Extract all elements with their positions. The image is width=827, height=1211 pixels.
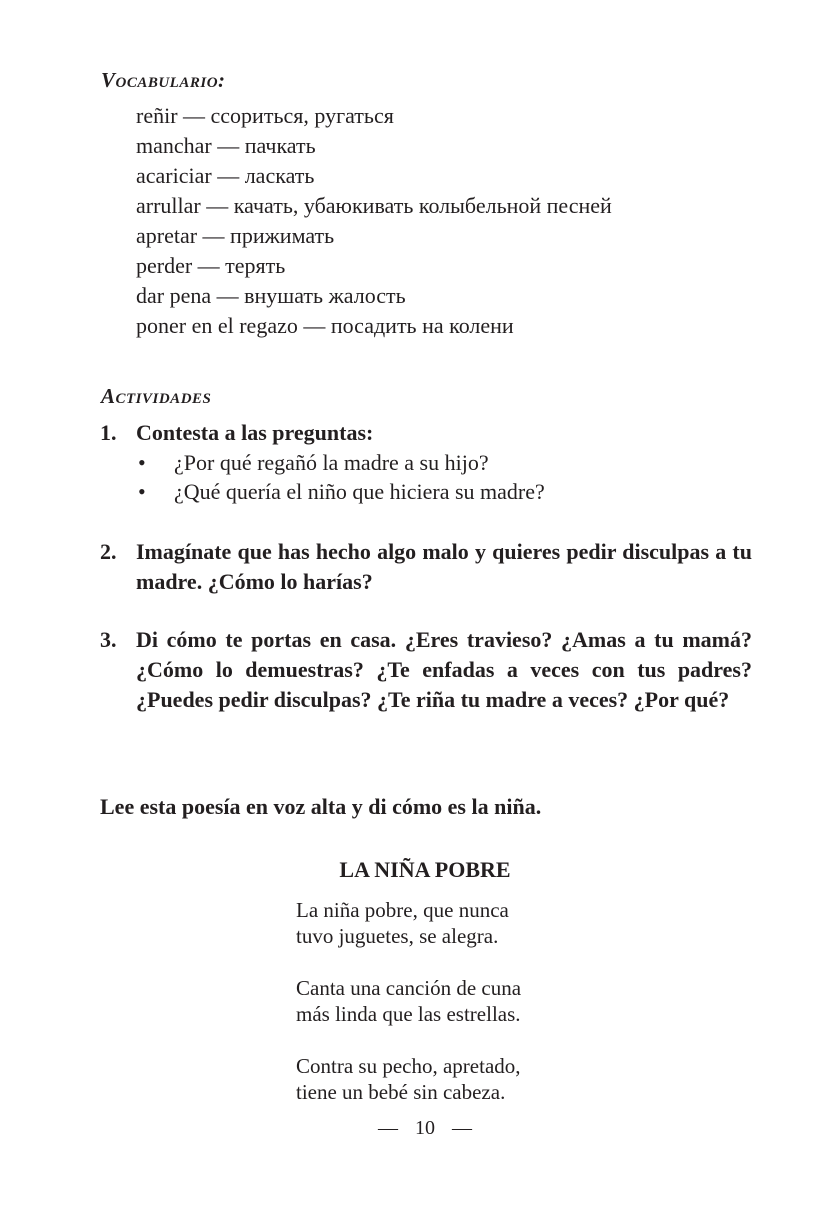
poem-line: tuvo juguetes, se alegra. [296, 924, 499, 948]
vocab-item: arrullar — качать, убаюкивать колыбельной песней [136, 193, 612, 218]
question-item [136, 448, 545, 477]
instruction: Lee esta poesía en voz alta y di cómo es la niña. [100, 794, 542, 819]
poem-stanza [296, 1053, 521, 1105]
question-text: ¿Qué quería el niño que hiciera su madre? [174, 479, 545, 504]
poem-line: La niña pobre, que nunca [296, 898, 509, 922]
vocab-item: perder — терять [136, 253, 286, 278]
activity-number: 1. [100, 420, 117, 445]
activity-number: 2. [100, 539, 117, 564]
question-list [136, 448, 545, 506]
activity-3 [100, 625, 752, 715]
poem-title: LA NIÑA POBRE [339, 857, 511, 882]
poem-stanza [296, 897, 509, 949]
activities-heading: Actividades [101, 384, 212, 408]
question-item [136, 477, 545, 506]
vocab-item: poner en el regazo — посадить на колени [136, 313, 514, 338]
poem-line: Canta una canción de cuna [296, 976, 522, 1000]
activity-text: Di cómo te portas en casa. ¿Eres travieso? ¿Amas a tu mamá? ¿Cómo lo demuestras? ¿Te enfadas a veces con tus padres? ¿Puedes pedir disculpas? ¿Te riña tu madre a veces? ¿Por qué? [136, 627, 752, 712]
poem-stanza [296, 975, 521, 1027]
vocab-item: dar pena — внушать жалость [136, 283, 406, 308]
activity-text: Contesta a las preguntas: [136, 420, 374, 445]
activity-text: Imagínate que has hecho algo malo y quieres pedir disculpas a tu madre. ¿Cómo lo harías? [136, 539, 752, 594]
vocab-item: reñir — ссориться, ругаться [136, 103, 394, 128]
vocab-item: acariciar — ласкать [136, 163, 315, 188]
activity-2 [100, 537, 752, 597]
vocabulary-list [136, 101, 612, 341]
bullet-icon: • [138, 450, 146, 475]
vocabulary-heading: Vocabulario: [101, 68, 226, 92]
poem-line: más linda que las estrellas. [296, 1002, 521, 1026]
activity-1 [100, 418, 752, 448]
bullet-icon: • [138, 479, 146, 504]
vocab-item: apretar — прижимать [136, 223, 335, 248]
page-number: — 10 — [378, 1117, 472, 1139]
vocab-item: manchar — пачкать [136, 133, 316, 158]
question-text: ¿Por qué regañó la madre a su hijo? [174, 450, 489, 475]
activity-number: 3. [100, 627, 117, 652]
poem-line: tiene un bebé sin cabeza. [296, 1080, 506, 1104]
poem-line: Contra su pecho, apretado, [296, 1054, 521, 1078]
